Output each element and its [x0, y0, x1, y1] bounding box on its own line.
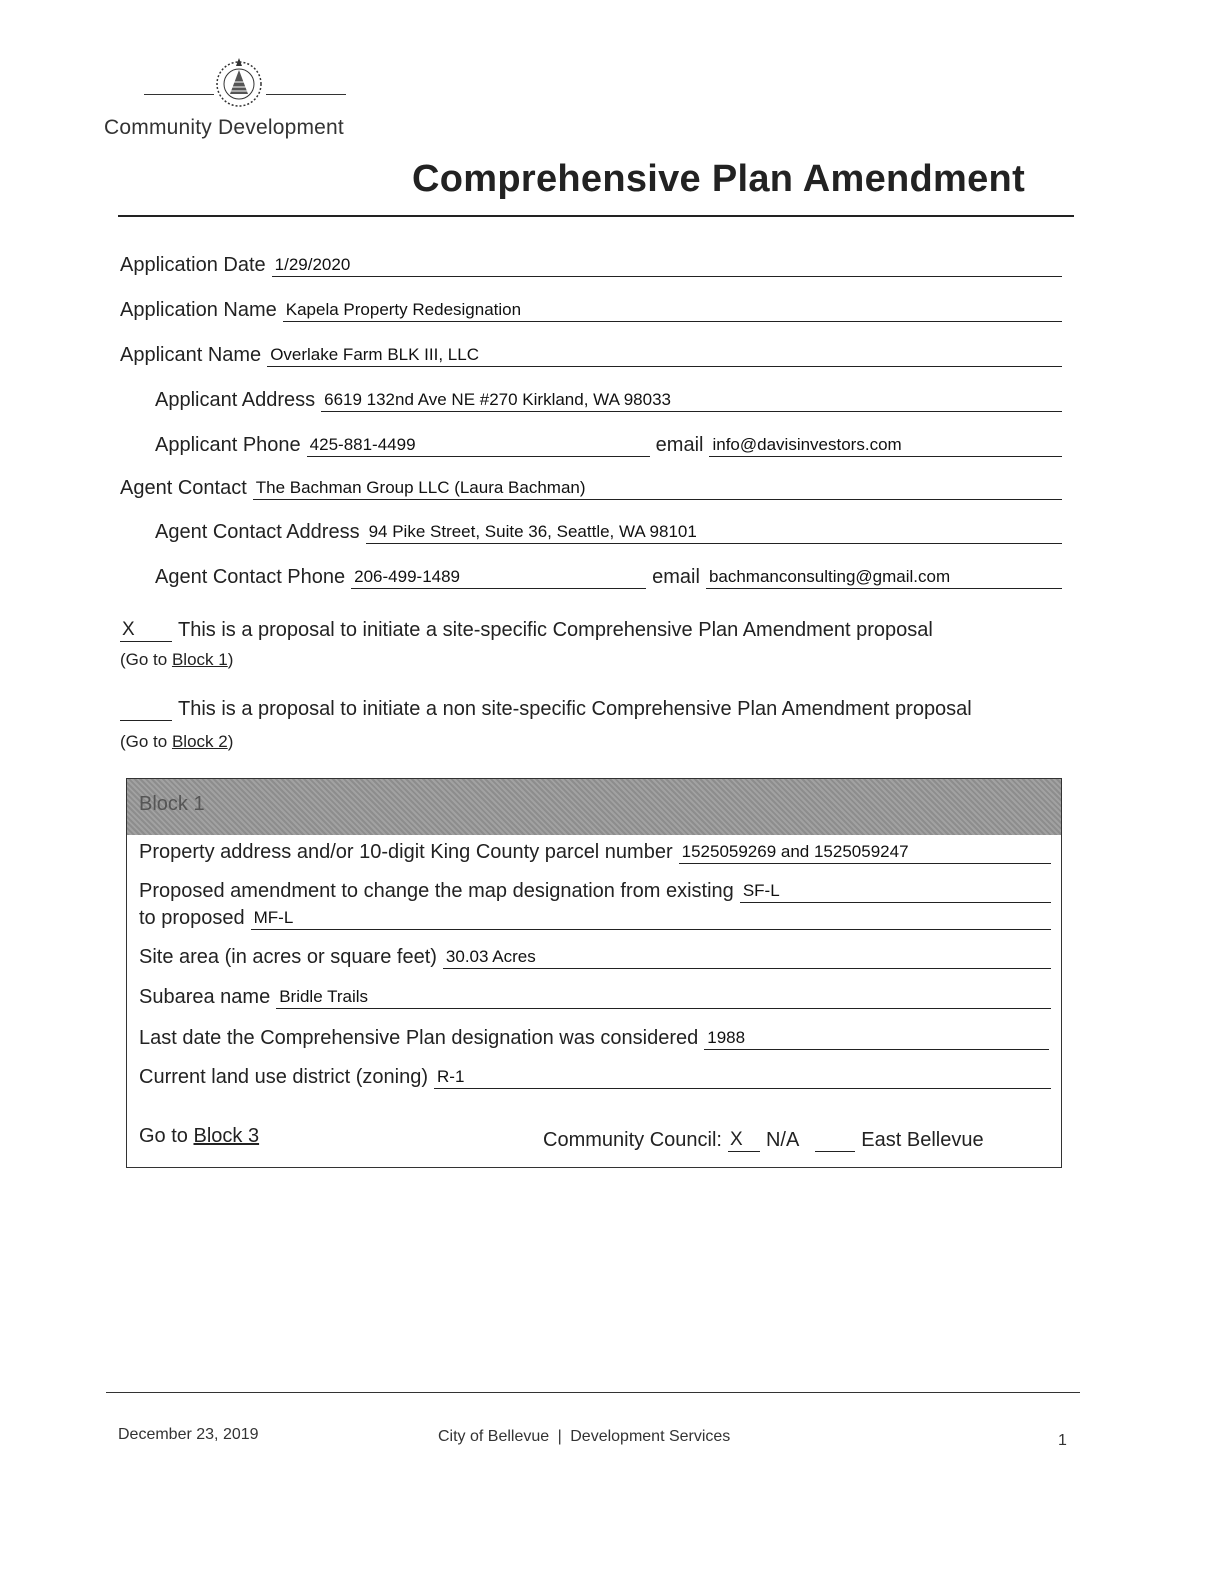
non-site-specific-text: This is a proposal to initiate a non site-specific Comprehensive Plan Amendment proposal	[178, 698, 972, 720]
cc-east-bellevue-label: East Bellevue	[861, 1129, 984, 1151]
title-divider	[118, 215, 1074, 217]
block-1-header	[127, 779, 1061, 835]
applicant-address-row	[155, 389, 1062, 412]
application-name-label: Application Name	[120, 299, 277, 321]
site-specific-goto	[120, 650, 233, 670]
agent-email-field[interactable]: bachmanconsulting@gmail.com	[706, 566, 1062, 589]
page-number: 1	[1058, 1432, 1067, 1449]
applicant-phone-field[interactable]: 425-881-4499	[307, 434, 650, 457]
agent-phone-field[interactable]: 206-499-1489	[351, 566, 646, 589]
subarea-field[interactable]: Bridle Trails	[276, 986, 1051, 1009]
application-date-label: Application Date	[120, 254, 266, 276]
footer-date: December 23, 2019	[118, 1426, 259, 1443]
applicant-address-field[interactable]: 6619 132nd Ave NE #270 Kirkland, WA 98033	[321, 389, 1062, 412]
proposed-designation-row	[139, 907, 1051, 930]
block-1-title: Block 1	[139, 793, 205, 815]
agent-address-field[interactable]: 94 Pike Street, Suite 36, Seattle, WA 98101	[366, 521, 1062, 544]
subarea-label: Subarea name	[139, 986, 271, 1008]
footer-org-name: City of Bellevue	[438, 1428, 550, 1445]
site-specific-checkmark[interactable]: X	[120, 619, 172, 642]
cc-na-checkmark[interactable]: X	[728, 1129, 760, 1152]
applicant-email-label: email	[655, 434, 704, 456]
goto-prefix: Go to	[139, 1125, 194, 1147]
application-date-field[interactable]: 1/29/2020	[272, 254, 1062, 277]
zoning-row	[139, 1066, 1051, 1089]
page-title: Comprehensive Plan Amendment	[412, 158, 1026, 200]
cc-east-bellevue-checkmark[interactable]	[815, 1129, 855, 1152]
proposal-non-site-specific-row	[120, 698, 1060, 721]
goto-block-3-link[interactable]: Block 3	[193, 1125, 260, 1147]
agent-contact-field[interactable]: The Bachman Group LLC (Laura Bachman)	[253, 477, 1062, 500]
site-area-label: Site area (in acres or square feet)	[139, 946, 437, 968]
parcel-row	[139, 841, 1051, 864]
agent-contact-row	[120, 477, 1062, 500]
agent-contact-label: Agent Contact	[120, 477, 247, 499]
footer-org	[438, 1428, 730, 1446]
agent-phone-row	[155, 566, 1062, 589]
seal-rule-left	[144, 94, 214, 95]
agent-address-label: Agent Contact Address	[155, 521, 360, 543]
non-site-specific-goto	[120, 732, 233, 752]
agent-phone-label: Agent Contact Phone	[155, 566, 346, 588]
footer-dept: Development Services	[570, 1428, 731, 1445]
goto-suffix: )	[227, 650, 234, 669]
agent-email-label: email	[652, 566, 700, 588]
site-area-row	[139, 946, 1051, 969]
proposal-site-specific-row	[120, 619, 1060, 642]
applicant-name-label: Applicant Name	[120, 344, 262, 366]
existing-designation-field[interactable]: SF-L	[740, 880, 1051, 903]
block-1-section	[126, 778, 1062, 1168]
applicant-address-label: Applicant Address	[155, 389, 316, 411]
applicant-name-field[interactable]: Overlake Farm BLK III, LLC	[267, 344, 1062, 367]
goto-block-1-link[interactable]: Block 1	[171, 650, 228, 669]
non-site-specific-checkmark[interactable]	[120, 698, 172, 721]
application-date-row	[120, 254, 1062, 277]
site-area-field[interactable]: 30.03 Acres	[443, 946, 1051, 969]
applicant-email-field[interactable]: info@davisinvestors.com	[709, 434, 1062, 457]
parcel-label: Property address and/or 10-digit King County parcel number	[139, 841, 673, 863]
applicant-phone-label: Applicant Phone	[155, 434, 301, 456]
cc-na-label: N/A	[765, 1129, 800, 1151]
city-of-bellevue-seal-icon	[210, 52, 268, 112]
footer-divider	[106, 1392, 1080, 1393]
agent-address-row	[155, 521, 1062, 544]
application-name-row	[120, 299, 1062, 322]
existing-designation-label: Proposed amendment to change the map designation from existing	[139, 880, 734, 902]
seal-rule-right	[266, 94, 346, 95]
proposed-designation-label: to proposed	[139, 907, 245, 929]
last-date-label: Last date the Comprehensive Plan designation was considered	[139, 1027, 699, 1049]
proposed-designation-field[interactable]: MF-L	[251, 907, 1051, 930]
department-name: Community Development	[104, 116, 344, 139]
parcel-field[interactable]: 1525059269 and 1525059247	[679, 841, 1051, 864]
community-council-row	[543, 1129, 984, 1152]
subarea-row	[139, 986, 1051, 1009]
existing-designation-row	[139, 880, 1051, 903]
zoning-label: Current land use district (zoning)	[139, 1066, 429, 1088]
community-council-label: Community Council:	[543, 1129, 722, 1151]
goto-block-2-link[interactable]: Block 2	[171, 732, 228, 751]
site-specific-text: This is a proposal to initiate a site-specific Comprehensive Plan Amendment proposal	[178, 619, 933, 641]
zoning-field[interactable]: R-1	[434, 1066, 1051, 1089]
last-date-field[interactable]: 1988	[704, 1027, 1049, 1050]
applicant-phone-row	[155, 434, 1062, 457]
last-date-row	[139, 1027, 1049, 1050]
goto-prefix: (Go to	[120, 732, 172, 751]
goto-suffix: )	[227, 732, 234, 751]
goto-prefix: (Go to	[120, 650, 172, 669]
goto-block-3-row	[139, 1125, 259, 1148]
applicant-name-row	[120, 344, 1062, 367]
application-name-field[interactable]: Kapela Property Redesignation	[283, 299, 1062, 322]
footer-separator: |	[557, 1428, 562, 1445]
